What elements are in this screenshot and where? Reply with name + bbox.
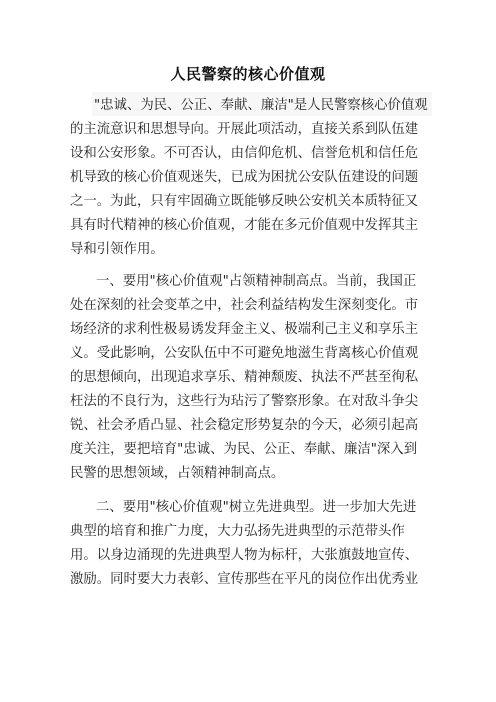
paragraph-line: 用。以身边涌现的先进典型人物为标杆，大张旗鼓地宣传、	[70, 548, 419, 563]
paragraph-line: 设和公安形象。不可否认，由信仰危机、信誉危机和信任危	[70, 146, 419, 161]
paragraph-line: 枉法的不良行为，这些行为玷污了警察形象。在对敌斗争尖	[70, 394, 419, 409]
paragraph-line: 之一。为此，只有牢固确立既能够反映公安机关本质特征又	[70, 194, 419, 209]
paragraph-line: 的主流意识和思想导向。开展此项活动，直接关系到队伍建	[70, 122, 419, 137]
paragraph-line: 场经济的求利性极易诱发拜金主义、极端利己主义和享乐主	[70, 322, 419, 337]
paragraph-line: 二、要用"核心价值观"树立先进典型。进一步加大先进	[96, 500, 417, 515]
paragraph-line: 导和引领作用。	[70, 242, 164, 257]
paragraph-line: 的思想倾向，出现追求享乐、精神颓废、执法不严甚至徇私	[70, 370, 419, 385]
paragraph-line: 民警的思想领域，占领精神制高点。	[70, 466, 285, 481]
paragraph-line: 锐、社会矛盾凸显、社会稳定形势复杂的今天，必须引起高	[70, 418, 419, 433]
paragraph-line: 度关注，要把培育"忠诚、为民、公正、奉献、廉洁"深入到	[70, 442, 418, 457]
paragraph-line: 一、要用"核心价值观"占领精神制高点。当前，我国正	[96, 274, 417, 289]
document-title: 人民警察的核心价值观	[170, 65, 326, 83]
paragraph-line: 义。受此影响，公安队伍中不可避免地滋生背离核心价值观	[70, 346, 419, 361]
paragraph-line: 激励。同时要大力表彰、宣传那些在平凡的岗位作出优秀业	[70, 572, 419, 587]
paragraph-line: 处在深刻的社会变革之中，社会利益结构发生深刻变化。市	[70, 298, 419, 313]
paragraph-line: "忠诚、为民、公正、奉献、廉洁"是人民警察核心价值观	[94, 98, 428, 113]
paragraph-line: 典型的培育和推广力度，大力弘扬先进典型的示范带头作	[70, 524, 405, 539]
paragraph-line: 具有时代精神的核心价值观，才能在多元价值观中发挥其主	[70, 218, 419, 233]
paragraph-line: 机导致的核心价值观迷失，已成为困扰公安队伍建设的问题	[70, 170, 419, 185]
